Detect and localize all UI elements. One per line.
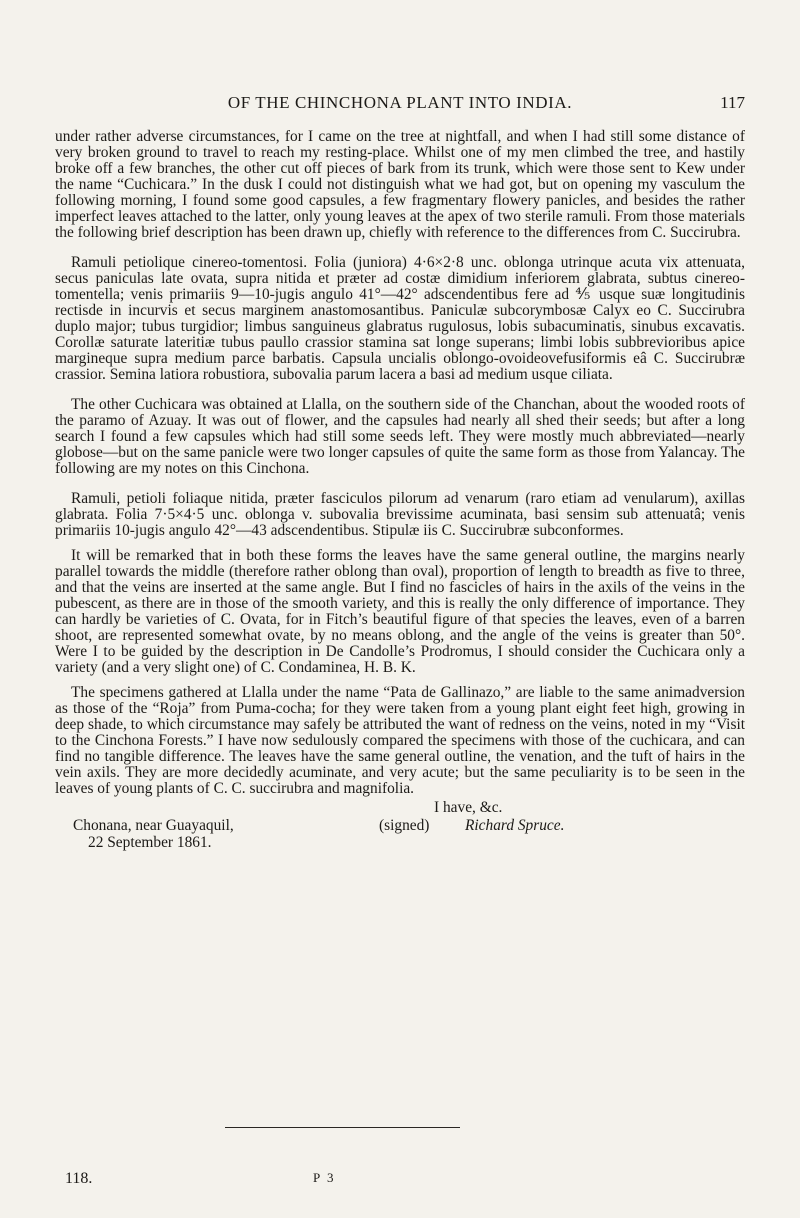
footer-signature-mark: P 3 bbox=[313, 1170, 336, 1185]
paragraph-6: The specimens gathered at Llalla under the name “Pata de Gallinazo,” are liable to the same animadversion as those of the “Roja” from Puma-cocha; for they were taken from a young plant eight feet high, growing in deep shade, to which circumstance may safely be attributed the want of redness on the veins, noted in my “Visit to the Cinchona Forests.” I have now sedulously compared the specimens with those of the cuchicara, and can find no tangible difference. The leaves have the same general outline, the venation, and the tuft of hairs in the vein axils. They are more decidedly acuminate, and very acute; but the same peculiarity is to be seen in the leaves of young plants of C. C. succirubra and magnifolia. bbox=[55, 684, 745, 797]
signed-label: (signed) bbox=[379, 817, 430, 834]
document-page bbox=[55, 0, 745, 1218]
paragraph-5: It will be remarked that in both these forms the leaves have the same general outline, the margins nearly parallel towards the middle (therefore rather oblong than oval), proportion of length to breadth as five to three, and that the veins are inserted at the same angle. But I find no fascicles of hairs in the axils of the veins in the pubescent, as there are in those of the smooth variety, and this is really the only difference of importance. They can hardly be varieties of C. Ovata, for in Fitch’s beautiful figure of that species the leaves, even of a barren shoot, are represented somewhat ovate, by no means oblong, and the angle of the veins is greater than 50°. Were I to be guided by the description in De Candolle’s Prodromus, I should consider the Cuchicara only a variety (and a very slight one) of C. Condaminea, H. B. K. bbox=[55, 547, 745, 676]
closing-rule bbox=[225, 1127, 460, 1128]
paragraph-1: under rather adverse circumstances, for I came on the tree at nightfall, and when I had still some distance of very broken ground to travel to reach my resting-place. Whilst one of my men climbed the tree, and hastily broke off a few branches, the other cut off pieces of bark from its trunk, which were those sent to Kew under the name “Cuchicara.” In the dusk I could not distinguish what we had got, but on opening my vasculum the following morning, I found some good capsules, a few fragmentary flowery panicles, and besides the rather imperfect leaves attached to the latter, only young leaves at the apex of two sterile ramuli. From those materials the following brief description has been drawn up, chiefly with reference to the differences from C. Succirubra. bbox=[55, 128, 745, 241]
place-line: Chonana, near Guayaquil, bbox=[73, 817, 234, 834]
date-line: 22 September 1861. bbox=[88, 834, 212, 851]
salutation: I have, &c. bbox=[434, 799, 503, 816]
page-number: 117 bbox=[720, 93, 745, 112]
latin-description-2: Ramuli, petioli foliaque nitida, præter fasciculos pilorum ad venarum (raro etiam ad venularum), axillas glabrata. Folia 7·5×4·5 unc. oblonga v. subovalia brevissime acuminata, basi sensim sub attenuatâ; venis primariis 10-jugis angulo 42°—43 adscendentibus. Stipulæ iis C. Succirubræ subconformes. bbox=[55, 490, 745, 539]
page-body bbox=[55, 129, 745, 859]
running-title: OF THE CHINCHONA PLANT INTO INDIA. bbox=[227, 93, 573, 112]
latin-description-1: Ramuli petiolique cinereo-tomentosi. Folia (juniora) 4·6×2·8 unc. oblonga utrinque acuta vix attenuata, secus paniculas late ovata, supra nitida et præter ad costæ dimidium inferiorem glabrata, subtus cinereo-tomentella; venis primariis 9—10-jugis angulo 41°—42° adscendentibus fere ad ⅘ usque suæ longitudinis rectisde in incurvis et secus marginem anastomosantibus. Paniculæ subcorymbosæ Calyx eo C. Succirubra duplo major; tubus turgidior; limbus sanguineus glabratus rugulosus, lobis subacuminatis, sinubus excavatis. Corollæ saturate lateritiæ tubus paullo crassior stamina sat longe superans; limbi lobis subbrevioribus apice margineque supra medium parce barbatis. Capsula uncialis oblongo-ovoideovefusiformis eâ C. Succirubræ crassior. Semina latiora robustiora, subovalia parum lacera a basi ad medium usque ciliata. bbox=[55, 254, 745, 383]
signature: Richard Spruce. bbox=[465, 817, 565, 834]
paragraph-3: The other Cuchicara was obtained at Llalla, on the southern side of the Chanchan, about the wooded roots of the paramo of Azuay. It was out of flower, and the capsules had nearly all shed their seeds; but after a long search I found a few capsules which had still some seeds left. They were mostly much abbreviated—nearly globose—but on the same panicle were two longer capsules of quite the same form as those from Yalancay. The following are my notes on this Cinchona. bbox=[55, 396, 745, 477]
footer-catch-number: 118. bbox=[65, 1170, 93, 1187]
page-header bbox=[55, 93, 745, 117]
letter-closing bbox=[55, 799, 745, 859]
